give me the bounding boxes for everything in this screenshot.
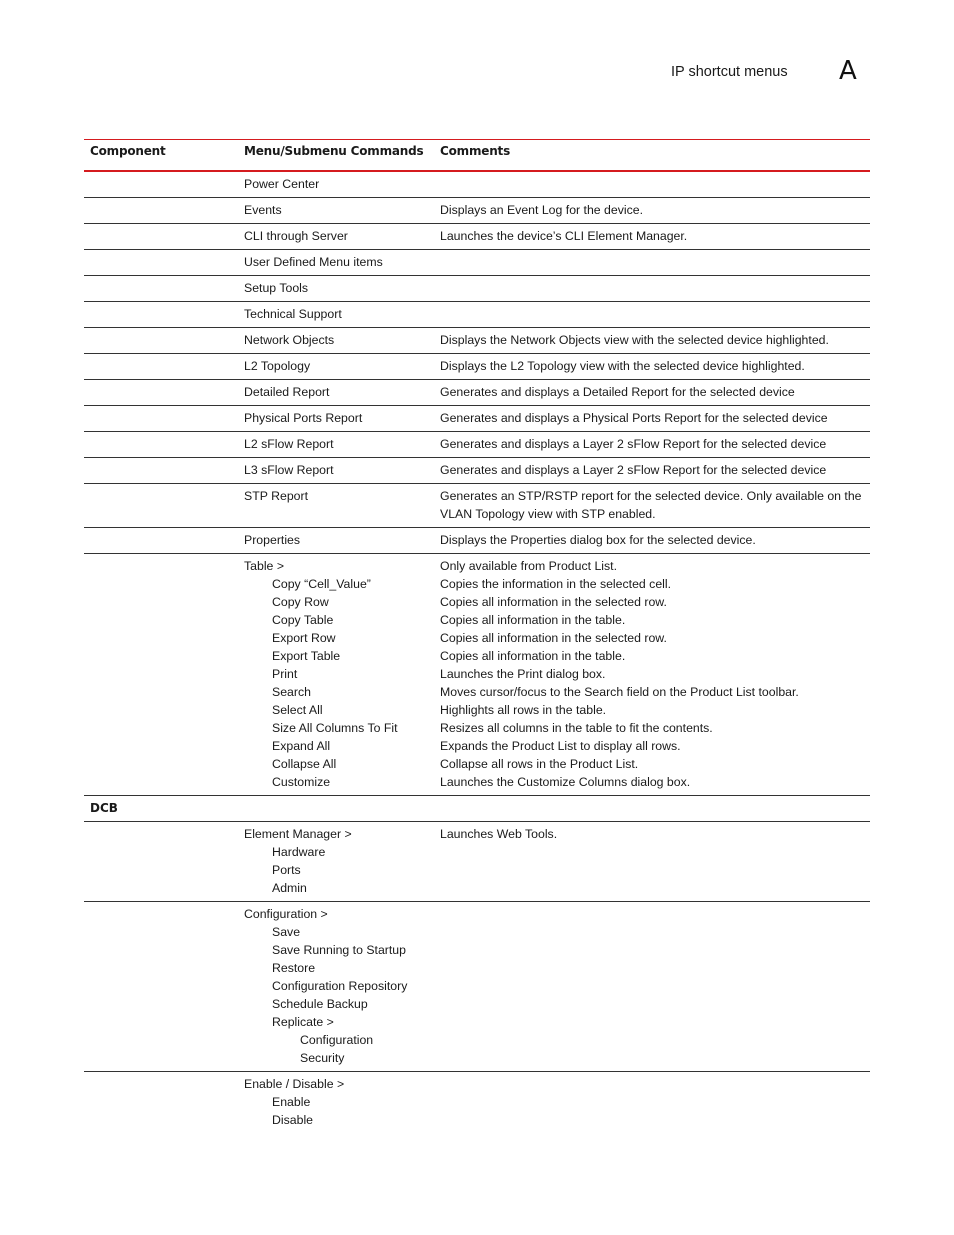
column-header-component: Component <box>84 140 238 172</box>
component-cell <box>84 302 238 328</box>
submenu-item: Admin <box>272 881 307 895</box>
component-cell <box>84 171 238 198</box>
command-cell: Network Objects <box>238 328 434 354</box>
comment-line: Only available from Product List. <box>440 559 618 573</box>
table-row <box>84 198 870 224</box>
command-cell <box>238 796 434 822</box>
comment-cell <box>434 250 870 276</box>
comment-cell: Generates and displays a Physical Ports Report for the selected device <box>434 406 870 432</box>
submenu-item: Ports <box>272 863 301 877</box>
table-row <box>84 250 870 276</box>
table-row-dcb-section <box>84 796 870 822</box>
comment-cell: Generates and displays a Layer 2 sFlow Report for the selected device <box>434 458 870 484</box>
command-cell: CLI through Server <box>238 224 434 250</box>
submenu-item: Export Table <box>272 649 341 663</box>
submenu-item: Replicate > <box>272 1015 334 1029</box>
comment-cell <box>434 276 870 302</box>
comment-cell: Displays an Event Log for the device. <box>434 198 870 224</box>
submenu-item: Schedule Backup <box>272 997 368 1011</box>
table-row <box>84 354 870 380</box>
submenu-item: Configuration Repository <box>272 979 408 993</box>
menu-parent: Table > <box>244 559 284 573</box>
menu-parent: Configuration > <box>244 907 328 921</box>
command-cell <box>238 554 434 796</box>
comment-line: Copies all information in the selected row. <box>440 595 667 609</box>
submenu-item: Customize <box>272 775 331 789</box>
component-cell <box>84 1072 238 1134</box>
comment-line: Copies all information in the selected row. <box>440 631 667 645</box>
submenu-item: Copy Row <box>272 595 329 609</box>
menu-parent: Enable / Disable > <box>244 1077 345 1091</box>
comment-line: Collapse all rows in the Product List. <box>440 757 639 771</box>
comment-cell <box>434 1072 870 1134</box>
submenu-item: Restore <box>272 961 316 975</box>
component-cell <box>84 902 238 1072</box>
command-cell <box>238 902 434 1072</box>
component-cell <box>84 328 238 354</box>
submenu-item: Disable <box>272 1113 314 1127</box>
table-header-row <box>84 140 870 172</box>
comment-line: Copies all information in the table. <box>440 613 626 627</box>
submenu-item: Select All <box>272 703 323 717</box>
comment-cell: Launches Web Tools. <box>434 822 870 902</box>
component-cell <box>84 354 238 380</box>
comment-line: Highlights all rows in the table. <box>440 703 607 717</box>
comment-cell <box>434 902 870 1072</box>
page-section-title: IP shortcut menus <box>671 64 788 80</box>
table-row <box>84 458 870 484</box>
comment-line: Expands the Product List to display all rows. <box>440 739 681 753</box>
comment-cell: Displays the Properties dialog box for the selected device. <box>434 528 870 554</box>
comment-cell <box>434 796 870 822</box>
table-row <box>84 171 870 198</box>
command-cell: Physical Ports Report <box>238 406 434 432</box>
component-cell <box>84 224 238 250</box>
comment-line: Launches the Customize Columns dialog box. <box>440 775 691 789</box>
command-cell <box>238 822 434 902</box>
nested-submenu-item: Configuration <box>300 1033 374 1047</box>
command-cell: L2 sFlow Report <box>238 432 434 458</box>
component-cell <box>84 528 238 554</box>
submenu-item: Size All Columns To Fit <box>272 721 398 735</box>
menu-parent: Element Manager > <box>244 827 352 841</box>
component-cell <box>84 250 238 276</box>
command-cell: Power Center <box>238 171 434 198</box>
table-row-configuration <box>84 902 870 1072</box>
comment-line: Copies the information in the selected cell. <box>440 577 672 591</box>
submenu-item: Copy “Cell_Value” <box>272 577 371 591</box>
component-cell <box>84 484 238 528</box>
component-cell <box>84 822 238 902</box>
table-row <box>84 484 870 528</box>
submenu-item: Save Running to Startup <box>272 943 406 957</box>
comment-cell <box>434 302 870 328</box>
comment-cell: Generates and displays a Layer 2 sFlow Report for the selected device <box>434 432 870 458</box>
component-cell <box>84 276 238 302</box>
table-row <box>84 406 870 432</box>
command-cell: L3 sFlow Report <box>238 458 434 484</box>
comment-cell: Displays the L2 Topology view with the selected device highlighted. <box>434 354 870 380</box>
table-row <box>84 528 870 554</box>
table-row-enable-disable <box>84 1072 870 1134</box>
component-cell <box>84 432 238 458</box>
submenu-item: Collapse All <box>272 757 337 771</box>
comment-cell <box>434 554 870 796</box>
submenu-item: Copy Table <box>272 613 334 627</box>
component-cell <box>84 458 238 484</box>
command-cell: Detailed Report <box>238 380 434 406</box>
table-row <box>84 224 870 250</box>
comment-cell: Generates an STP/RSTP report for the selected device. Only available on the VLAN Topology view with STP enabled. <box>434 484 870 528</box>
comment-cell: Displays the Network Objects view with the selected device highlighted. <box>434 328 870 354</box>
component-cell <box>84 554 238 796</box>
command-cell: L2 Topology <box>238 354 434 380</box>
comment-line: Copies all information in the table. <box>440 649 626 663</box>
component-cell-dcb: DCB <box>84 796 238 822</box>
comment-line: Resizes all columns in the table to fit the contents. <box>440 721 713 735</box>
table-row-element-manager <box>84 822 870 902</box>
comment-cell <box>434 171 870 198</box>
comment-line: Moves cursor/focus to the Search field on the Product List toolbar. <box>440 685 799 699</box>
submenu-item: Search <box>272 685 311 699</box>
shortcut-menu-table <box>84 139 870 1133</box>
submenu-item: Hardware <box>272 845 326 859</box>
command-cell: Setup Tools <box>238 276 434 302</box>
submenu-item: Expand All <box>272 739 331 753</box>
comment-cell: Generates and displays a Detailed Report for the selected device <box>434 380 870 406</box>
component-cell <box>84 380 238 406</box>
comment-line: Launches the Print dialog box. <box>440 667 606 681</box>
table-row <box>84 302 870 328</box>
submenu-item: Save <box>272 925 301 939</box>
command-cell: Events <box>238 198 434 224</box>
appendix-letter: A <box>839 56 857 86</box>
command-cell: Technical Support <box>238 302 434 328</box>
comment-cell: Launches the device’s CLI Element Manager. <box>434 224 870 250</box>
column-header-commands: Menu/Submenu Commands <box>238 140 434 172</box>
command-cell: Properties <box>238 528 434 554</box>
command-cell <box>238 1072 434 1134</box>
column-header-comments: Comments <box>434 140 870 172</box>
table-row-table-menu <box>84 554 870 796</box>
submenu-item: Export Row <box>272 631 336 645</box>
component-cell <box>84 198 238 224</box>
submenu-item: Print <box>272 667 298 681</box>
command-cell: STP Report <box>238 484 434 528</box>
table-row <box>84 432 870 458</box>
submenu-item: Enable <box>272 1095 311 1109</box>
component-cell <box>84 406 238 432</box>
nested-submenu-item: Security <box>300 1051 345 1065</box>
table-row <box>84 328 870 354</box>
command-cell: User Defined Menu items <box>238 250 434 276</box>
table-row <box>84 380 870 406</box>
table-row <box>84 276 870 302</box>
